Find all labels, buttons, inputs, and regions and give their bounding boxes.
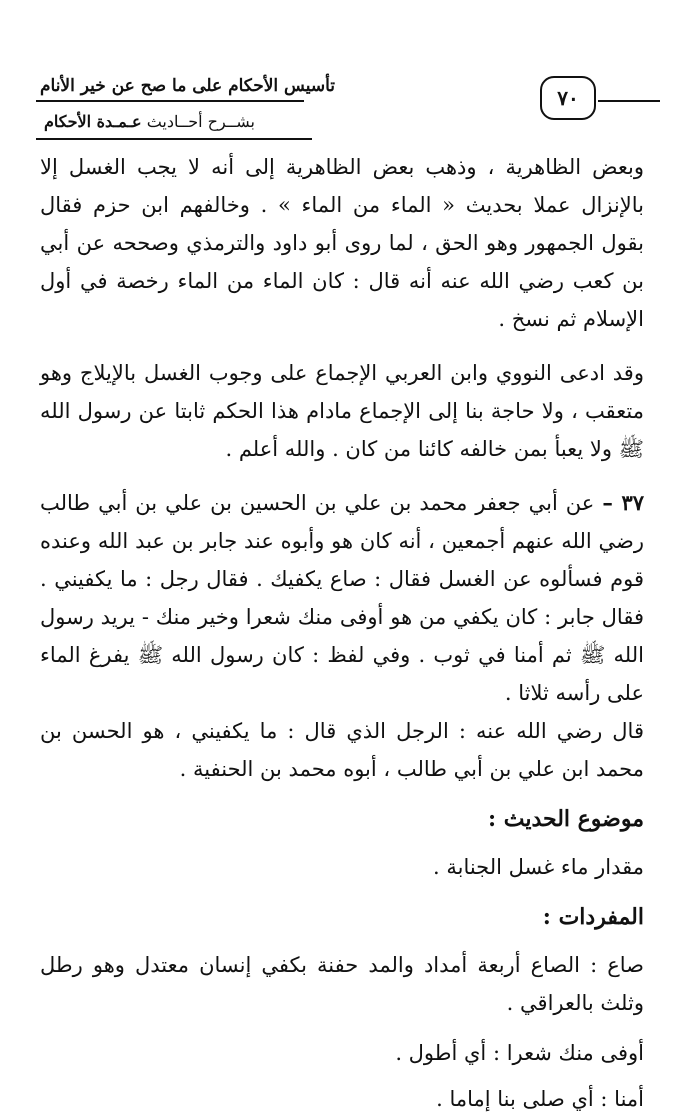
heading-topic: موضوع الحديث : (487, 806, 644, 832)
topic-text: مقدار ماء غسل الجنابة . (432, 855, 644, 879)
header-rule-right (598, 100, 660, 102)
page-number: ٧٠ (540, 76, 596, 120)
definition-awfa: أوفى منك شعرا : أي أطول . (395, 1041, 644, 1065)
paragraph-4: قال رضي الله عنه : الرجل الذي قال : ما يكفيني ، هو الحسن بن محمد ابن علي بن أبي طالب ، أبوه محمد بن الحنفية . (40, 719, 644, 781)
subtitle-prefix: بشــرح أحــاديث (146, 112, 255, 131)
paragraph-1: وبعض الظاهرية ، وذهب بعض الظاهرية إلى أنه لا يجب الغسل إلا بالإنزال عملا بحديث « الماء من الماء » . وخالفهم ابن حزم فقال بقول الجمهور وهو الحق ، لما روى أبو داود والترمذي وصححه عن أبي بن كعب رضي الله عنه أنه قال : كان الماء من الماء رخصة في أول الإسلام ثم نسخ . (40, 155, 644, 331)
header-rule-bottom (36, 138, 312, 140)
book-subtitle (44, 112, 255, 131)
book-title: تأسيس الأحكام على ما صح عن خير الأنام (40, 76, 336, 96)
hadith-text: عن أبي جعفر محمد بن علي بن الحسين بن علي بن أبي طالب رضي الله عنهم أجمعين ، أنه كان هو وأبوه عند جابر بن عبد الله وعنده قوم فسألوه عن الغسل فقال : صاع يكفيك . فقال رجل : ما يكفيني . فقال جابر : كان يكفي من هو أوفى منك شعرا وخير منك - يريد رسول الله ﷺ ثم أمنا في ثوب . وفي لفظ : كان رسول الله ﷺ يفرغ الماء على رأسه ثلاثا . (40, 491, 644, 705)
heading-vocabulary: المفردات : (542, 904, 644, 930)
header-rule-top (36, 100, 304, 102)
hadith-number: ٣٧ – (602, 490, 644, 515)
definition-amana: أمنا : أي صلى بنا إماما . (436, 1087, 644, 1111)
hadith-37 (40, 484, 644, 712)
subtitle-bold: عـمـدة الأحكام (44, 112, 142, 131)
definition-saa: صاع : الصاع أربعة أمداد والمد حفنة بكفي إنسان معتدل وهو رطل وثلث بالعراقي . (40, 953, 644, 1015)
page-header (0, 72, 698, 142)
paragraph-2: وقد ادعى النووي وابن العربي الإجماع على وجوب الغسل بالإيلاج وهو متعقب ، ولا حاجة بنا إلى الإجماع مادام هذا الحكم ثابتا عن رسول الله ﷺ ولا يعبأ بمن خالفه كائنا من كان . والله أعلم . (40, 361, 645, 461)
page-body (40, 148, 644, 1118)
